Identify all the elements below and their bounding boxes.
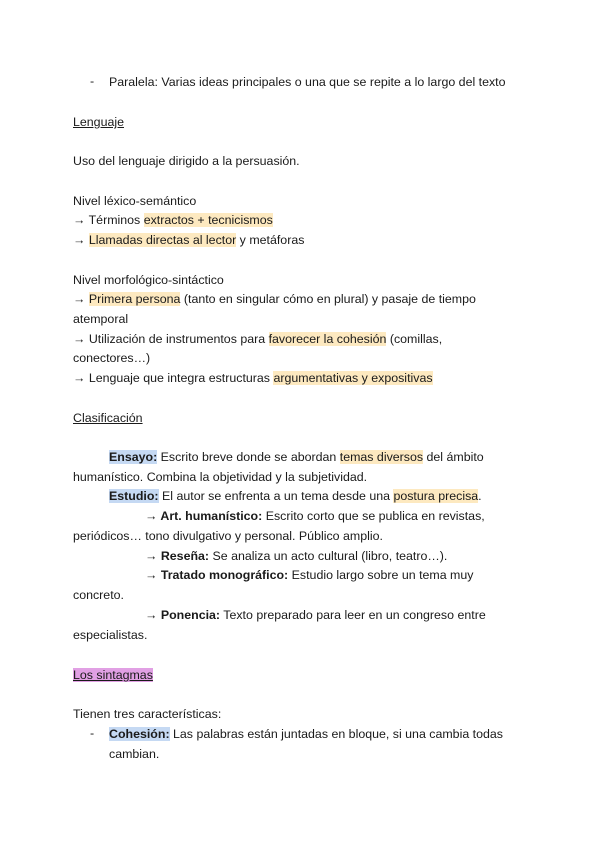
sintagmas-heading: Los sintagmas	[73, 668, 153, 682]
sintagmas-heading-wrap	[73, 667, 153, 683]
highlight: Primera persona	[88, 292, 181, 306]
tratado-cont: concreto.	[73, 588, 124, 602]
label: Ensayo:	[109, 450, 158, 464]
morfo-heading: Nivel morfológico-sintáctico	[73, 273, 224, 287]
resena-line: → Reseña: Se analiza un acto cultural (libro, teatro…).	[145, 549, 448, 563]
morfo-line-3: → Lenguaje que integra estructuras argumentativas y expositivas	[73, 371, 433, 385]
cohesion-line: Cohesión: Las palabras están juntadas en bloque, si una cambia todas	[109, 727, 503, 741]
art-line: → Art. humanístico: Escrito corto que se publica en revistas,	[145, 509, 485, 523]
lenguaje-intro: Uso del lenguaje dirigido a la persuasión.	[73, 154, 300, 168]
lenguaje-heading: Lenguaje	[73, 115, 124, 129]
highlight: extractos + tecnicismos	[143, 213, 273, 227]
morfo-line-2b: conectores…)	[73, 351, 151, 365]
sintagmas-intro: Tienen tres características:	[73, 707, 222, 721]
tratado-line: → Tratado monográfico: Estudio largo sobre un tema muy	[145, 568, 474, 582]
label: Estudio:	[109, 489, 159, 503]
ponencia-line: → Ponencia: Texto preparado para leer en un congreso entre	[145, 608, 486, 622]
morfo-line-2: → Utilización de instrumentos para favorecer la cohesión (comillas,	[73, 332, 443, 346]
highlight: temas diversos	[339, 450, 424, 464]
highlight: postura precisa	[393, 489, 479, 503]
label: Cohesión:	[109, 727, 170, 741]
morfo-line-1: → Primera persona (tanto en singular cómo en plural) y pasaje de tiempo	[73, 292, 476, 306]
highlight: argumentativas y expositivas	[273, 371, 433, 385]
ensayo-line: Ensayo: Escrito breve donde se abordan temas diversos del ámbito	[109, 450, 484, 464]
bullet-dash: -	[90, 726, 95, 740]
estudio-line: Estudio: El autor se enfrenta a un tema desde una postura precisa.	[109, 489, 482, 503]
lexico-line-1: → Términos extractos + tecnicismos	[73, 213, 273, 227]
highlight: Llamadas directas al lector	[88, 233, 237, 247]
clasificacion-heading: Clasificación	[73, 411, 143, 425]
highlight: favorecer la cohesión	[268, 332, 387, 346]
lexico-heading: Nivel léxico-semántico	[73, 194, 197, 208]
cohesion-cont: cambian.	[109, 747, 160, 761]
ensayo-cont: humanístico. Combina la objetividad y la subjetividad.	[73, 470, 368, 484]
art-cont: periódicos… tono divulgativo y personal. Público amplio.	[73, 529, 383, 543]
bullet-dash: -	[90, 74, 95, 88]
morfo-line-1b: atemporal	[73, 312, 129, 326]
ponencia-cont: especialistas.	[73, 628, 148, 642]
paralela-text: Paralela: Varias ideas principales o una que se repite a lo largo del texto	[109, 75, 506, 89]
lexico-line-2: → Llamadas directas al lector y metáforas	[73, 233, 305, 247]
